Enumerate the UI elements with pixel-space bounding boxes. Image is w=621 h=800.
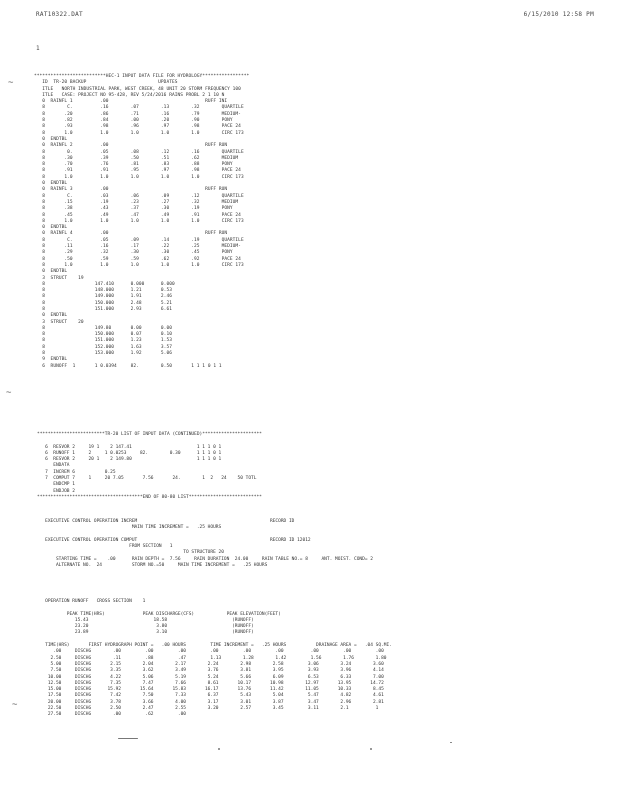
listing-line: 8 150.000 2.48 5.21 (34, 300, 172, 306)
print-datetime: 6/15/2010 12:58 PM (523, 11, 594, 18)
listing-line: 6 RESVOR 2 20 1 2 149.80 1 1 1 0 1 (37, 457, 222, 463)
listing-line: 8 .82 .84 .00 .20 .90 PONY (34, 118, 233, 124)
listing-line: 0 RAINFL 2 .00 RUFF RUN (34, 143, 228, 149)
listing-line: ITLE NORTH INDUSTRIAL PARK, WEST CREEK, 48 UNIT 20 STORM FREQUENCY 100 (34, 86, 241, 92)
listing-line: 15.43 18.58 (RUNOFF) (37, 617, 254, 623)
listing-line: 8 .30 .39 .50 .51 .62 MEDIUM (34, 155, 239, 161)
listing-line: *************************TR-20 LIST OF INPUT DATA (CONTINUED)********************** (37, 432, 262, 437)
listing-line: **************************HEC-1 INPUT DATA FILE FOR HYDROLOGY***************** (34, 74, 250, 79)
listing-line: 8 149.000 1.91 2.46 (34, 294, 172, 300)
listing-line: PEAK TIME(HRS) PEAK DISCHARGE(CFS) PEAK ELEVATION(FEET) (37, 611, 281, 617)
listing-line: 0 ENDTBL (34, 313, 68, 319)
listing-line: 8 152.000 1.63 3.57 (34, 344, 172, 350)
listing-line: 0 ENDTBL (34, 225, 68, 231)
file-name: RAT10322.DAT (36, 11, 83, 18)
scan-artifact (218, 748, 220, 750)
listing-line: 8 .93 .98 .96 .97 .98 PACE 24 (34, 124, 241, 130)
listing-line: .00 DISCHG .00 .00 .00 .00 .00 .00 .00 .00 .00 (37, 649, 384, 655)
listing-line: 0 RAINFL 3 .00 RUFF RUN (34, 187, 228, 193)
scan-artifact (118, 738, 138, 739)
listing-line: 8 C. .05 .09 .14 .19 QUARTILE (34, 237, 244, 243)
listing-line: 8 149.80 0.00 0.00 (34, 325, 172, 331)
executive-control-section (37, 519, 373, 569)
listing-line: ALTERNATE NO. 24 STORM NO.=50 MAIN TIME INCREMENT = .25 HOURS (37, 563, 268, 569)
listing-line: 0 ENDTBL (34, 181, 68, 187)
listing-line: EXECUTIVE CONTROL OPERATION COMPUT RECORD ID 12012 (37, 537, 311, 543)
listing-line: 8 .50 .59 .59 .62 .92 PACE 24 (34, 256, 241, 262)
listing-line: 5.00 DISCHG 2.15 2.04 2.17 2.24 2.98 2.58 3.06 3.24 3.60 (37, 661, 384, 667)
listing-line: 8 0. .05 .08 .12 .16 QUARTILE (34, 149, 244, 155)
scan-artifact: ~ (12, 700, 18, 710)
input-data-continued (37, 432, 262, 501)
listing-line: 8 .20 .86 .71 .16 .79 MEDIUM- (34, 111, 241, 117)
listing-line: 8 153.000 1.92 5.06 (34, 351, 172, 357)
listing-line: 0 RAINFL 1 .00 RUFF INI (34, 99, 228, 105)
listing-line: 7 COMPUT 7 1 20 7.05 7.56 24. 1 2 24 50 TOTL (37, 476, 257, 482)
input-data-listing (34, 74, 249, 370)
runoff-operation-section (37, 599, 392, 719)
listing-line: ITLE CASE: PROJECT NO 95-428, REV 5/24/2016 RAINS PROBL 2 1 10 N (34, 92, 225, 98)
listing-line: 8 .11 .16 .17 .22 .25 MEDIUM- (34, 244, 241, 250)
listing-line: 8 1.0 1.0 1.0 1.0 1.0 CIRC 173 (34, 218, 244, 224)
listing-line: 6 RUNOFF 1 2 1 0.0253 82. 0.30 1 1 1 0 1 (37, 450, 222, 456)
listing-line: ENDCMP 1 (37, 482, 75, 488)
listing-line: 8 151.000 2.93 6.61 (34, 306, 172, 312)
listing-line: 8 .38 .43 .37 .30 .19 PONY (34, 206, 233, 212)
listing-line: 8 C. .03 .06 .09 .12 QUARTILE (34, 193, 244, 199)
listing-line: 6 RESVOR 2 19 1 2 147.41 1 1 1 0 1 (37, 444, 222, 450)
listing-line: 8 1.0 1.0 1.0 1.0 1.0 CIRC 173 (34, 262, 244, 268)
listing-line: TO STRUCTURE 20 (37, 550, 224, 556)
listing-line: 15.00 DISCHG 15.92 15.64 15.83 16.17 13.76 11.42 11.05 10.33 8.45 (37, 687, 384, 693)
listing-line: MAIN TIME INCREMENT = .25 HOURS (37, 525, 222, 531)
listing-line: TIME(HRS) FIRST HYDROGRAPH POINT = .00 HOURS TIME INCREMENT = .25 HOURS DRAINAGE AREA = .04 SQ.MI. (37, 643, 392, 649)
listing-line: 8 150.000 0.07 0.10 (34, 332, 172, 338)
page-number: 1 (36, 45, 40, 52)
listing-line: 8 .70 .76 .81 .83 .88 PONY (34, 162, 233, 168)
listing-line: 0 ENDTBL (34, 136, 68, 142)
listing-line: 7.50 DISCHG 3.35 3.62 3.49 3.76 3.81 3.95 3.93 3.96 4.14 (37, 668, 384, 674)
listing-line: 3 STRUCT 20 (34, 319, 84, 325)
listing-line: STARTING TIME = .00 RAIN DEPTH = 7.56 RAIN DURATION 24.00 RAIN TABLE NO.= 8 ANT. MOIST. COND= 2 (37, 556, 373, 562)
listing-line: 8 148.000 1.21 0.53 (34, 288, 172, 294)
listing-line: 17.50 DISCHG 7.42 7.50 7.33 6.37 5.43 5.04 5.47 4.82 4.61 (37, 693, 384, 699)
listing-line: 0 ENDTBL (34, 269, 68, 275)
listing-line: 6 RUNOFF 1 1 0.0394 82. 0.50 1 1 1 0 1 1 (34, 363, 222, 369)
listing-line: 8 147.410 0.000 0.000 (34, 281, 175, 287)
listing-line: FROM SECTION 1 (37, 544, 173, 550)
listing-line: 8 1.0 1.0 1.0 1.0 1.0 CIRC 173 (34, 174, 244, 180)
listing-line: 8 .15 .19 .23 .27 .32 MEDIUM (34, 199, 239, 205)
listing-line: 8 .91 .91 .95 .97 .98 PACE 24 (34, 168, 241, 174)
listing-line: 8 151.000 1.23 1.53 (34, 338, 172, 344)
listing-line: EXECUTIVE CONTROL OPERATION INCREM RECORD ID (37, 519, 295, 524)
listing-line: 20.00 DISCHG 3.78 3.66 4.00 3.17 3.01 3.87 3.47 2.96 2.81 (37, 699, 384, 705)
listing-line: 7 INCREM 6 0.25 (37, 469, 116, 475)
listing-line: 22.50 DISCHG 2.50 2.47 2.55 3.20 2.57 3.45 3.11 2.1 1 (37, 706, 379, 712)
scan-artifact: ~ (8, 78, 14, 88)
listing-line: ID TR-20 BACKUP UPDATES (34, 80, 178, 86)
listing-line: ENDJOB 2 (37, 488, 75, 494)
listing-line: 10.00 DISCHG 4.22 5.06 5.19 5.24 5.66 6.09 6.53 6.33 7.00 (37, 674, 384, 680)
listing-line: 23.89 3.10 (RUNOFF) (37, 630, 254, 636)
listing-line: 2.50 DISCHG .11 .88 .47 1.13 1.28 1.42 1.56 1.76 1.80 (37, 655, 387, 661)
listing-line: 12.50 DISCHG 7.35 7.47 7.66 8.61 10.17 10.98 12.97 13.95 14.72 (37, 680, 384, 686)
listing-line: 9 ENDTBL (34, 357, 68, 363)
scan-artifact: ~ (6, 388, 12, 398)
listing-line: 8 1.0 1.0 1.0 1.0 1.0 CIRC 173 (34, 130, 244, 136)
listing-line: 27.50 DISCHG .00 .62 .00 (37, 712, 187, 718)
listing-line: ***************************************END OF 80-80 LIST*************************** (37, 494, 262, 500)
listing-line: 0 RAINFL 4 .00 RUFF RUN (34, 231, 228, 237)
listing-line: 8 .29 .32 .30 .30 .45 PONY (34, 250, 233, 256)
listing-line: 8 C. .16 .07 .13 .32 QUARTILE (34, 105, 244, 111)
listing-line: 8 .45 .49 .47 .49 .91 PACE 24 (34, 212, 241, 218)
scan-artifact (370, 748, 372, 750)
scan-artifact (450, 742, 452, 743)
listing-line: OPERATION RUNOFF CROSS SECTION 1 (37, 599, 146, 604)
listing-line: 3 STRUCT 19 (34, 275, 84, 281)
listing-line: ENDATA (37, 463, 70, 469)
listing-line: 23.20 3.80 (RUNOFF) (37, 624, 254, 630)
